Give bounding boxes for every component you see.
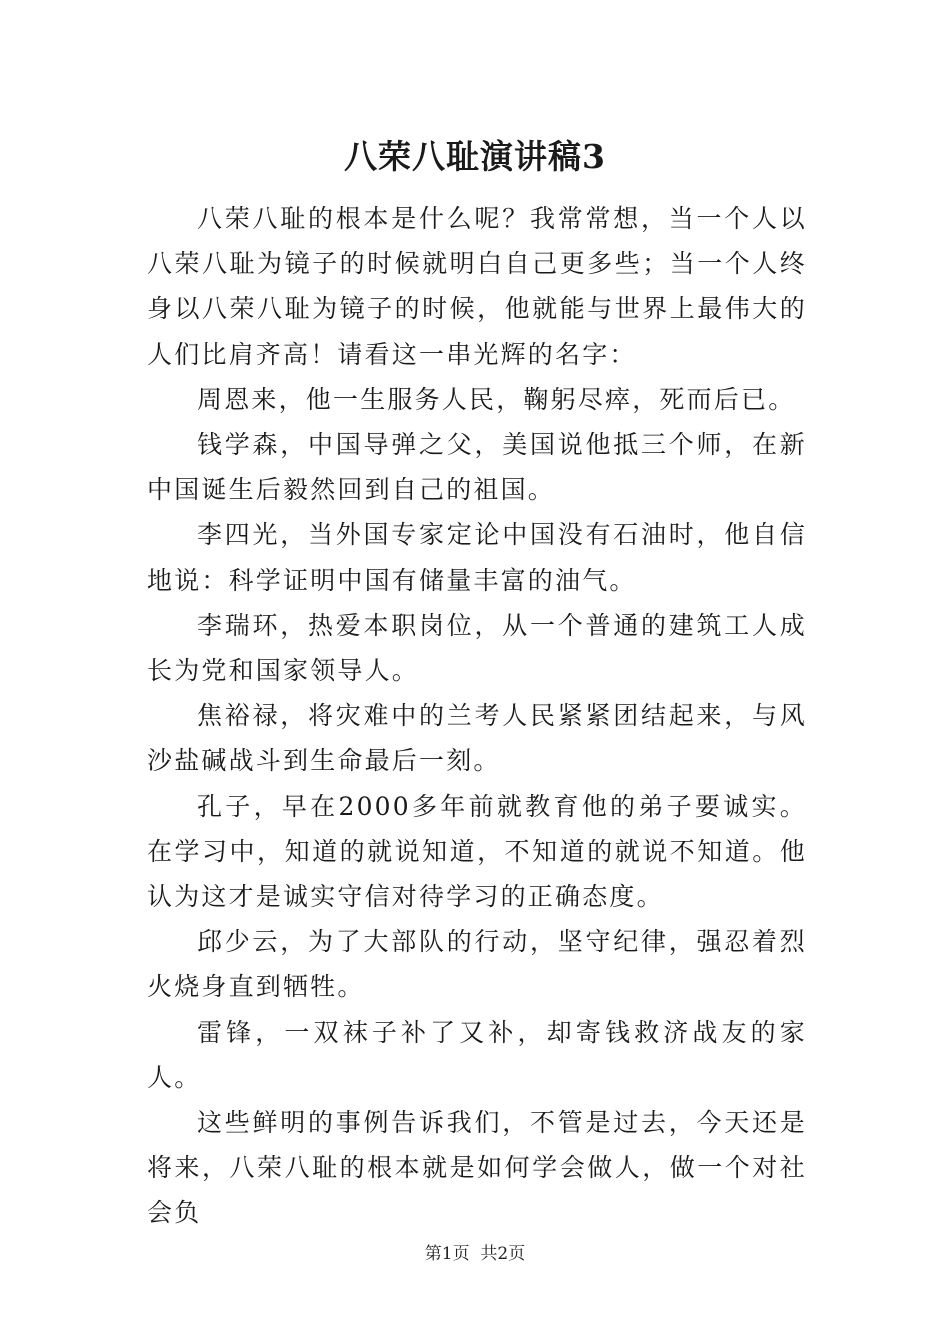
paragraph-lei-feng: 雷锋，一双袜子补了又补，却寄钱救济战友的家人。	[147, 1017, 807, 1092]
paragraph-zhou-enlai: 周恩来，他一生服务人民，鞠躬尽瘁，死而后已。	[197, 384, 796, 414]
paragraph-qian-xuesen: 钱学森，中国导弹之父，美国说他抵三个师，在新中国诞生后毅然回到自己的祖国。	[147, 430, 807, 505]
paragraph-confucius: 孔子，早在2000多年前就教育他的弟子要诚实。在学习中，知道的就说知道，不知道的就说不知道。他认为这才是诚实守信对待学习的正确态度。	[147, 791, 807, 912]
document-title: 八荣八耻演讲稿3	[344, 137, 606, 176]
page-footer	[0, 1242, 950, 1266]
paragraph-jiao-yulu: 焦裕禄，将灾难中的兰考人民紧紧团结起来，与风沙盐碱战斗到生命最后一刻。	[147, 701, 807, 776]
paragraph-li-siguang: 李四光，当外国专家定论中国没有石油时，他自信地说：科学证明中国有储量丰富的油气。	[147, 520, 807, 595]
paragraph-conclusion: 这些鲜明的事例告诉我们，不管是过去，今天还是将来，八荣八耻的根本就是如何学会做人，做一个对社会负	[147, 1108, 807, 1228]
paragraph-intro: 八荣八耻的根本是什么呢？我常常想，当一个人以八荣八耻为镜子的时候就明白自己更多些；当一个人终身以八荣八耻为镜子的时候，他就能与世界上最伟大的人们比肩齐高！请看这一串光辉的名字：	[147, 204, 807, 369]
page-total: 共2页	[480, 1244, 526, 1264]
document-body	[147, 196, 807, 1236]
footer-spacer	[470, 1244, 481, 1264]
paragraph-li-ruihuan: 李瑞环，热爱本职岗位，从一个普通的建筑工人成长为党和国家领导人。	[147, 610, 807, 686]
page-number: 第1页	[424, 1244, 470, 1264]
paragraph-qiu-shaoyun: 邱少云，为了大部队的行动，坚守纪律，强忍着烈火烧身直到牺牲。	[147, 927, 807, 1002]
